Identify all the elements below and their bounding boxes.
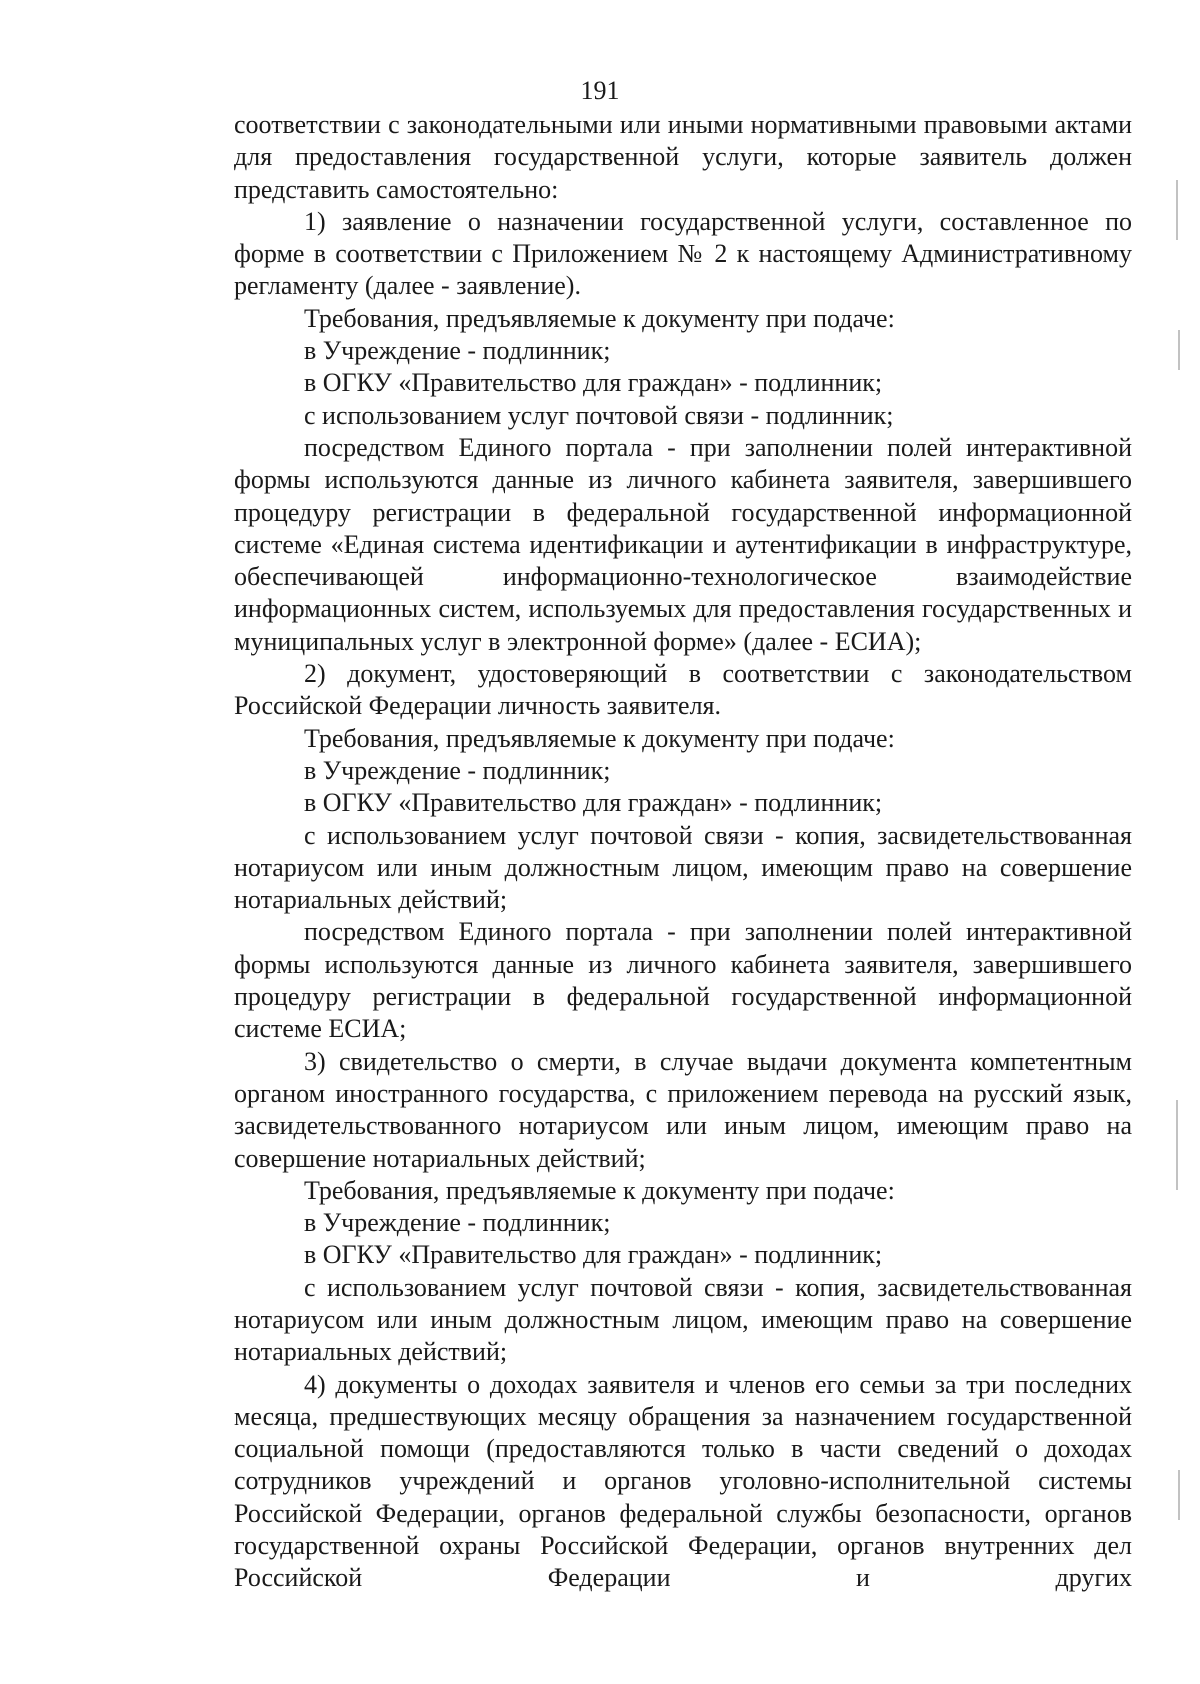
- paragraph-requirements-heading: Требования, предъявляемые к документу при подаче:: [304, 303, 895, 333]
- paragraph-requirement: в ОГКУ «Правительство для граждан» - подлинник;: [304, 1240, 883, 1270]
- paragraph-requirement: в Учреждение - подлинник;: [304, 1208, 611, 1238]
- document-body: [234, 109, 1132, 1595]
- paragraph-requirements-heading: Требования, предъявляемые к документу при подаче:: [304, 1175, 895, 1205]
- scan-edge-mark: [1176, 180, 1178, 240]
- paragraph-requirement: с использованием услуг почтовой связи - подлинник;: [304, 400, 894, 430]
- paragraph-requirement: посредством Единого портала - при заполнении полей интерактивной формы используются данные из личного кабинета заявителя, завершившего процедуру регистрации в федеральной государственной информационной системе «Единая система идентификации и аутентификации в инфраструктуре, обеспечивающей информационно-технологическое взаимодействие информационных систем, используемых для предоставления государственных и муниципальных услуг в электронной форме» (далее - ЕСИА);: [234, 432, 1132, 656]
- scan-edge-mark: [1178, 330, 1180, 370]
- paragraph-item-4: 4) документы о доходах заявителя и членов его семьи за три последних месяца, предшествующих месяцу обращения за назначением государственной социальной помощи (предоставляются только в части сведений о доходах сотрудников учреждений и органов уголовно-исполнительной системы Российской Федерации, органов федеральной службы безопасности, органов государственной охраны Российской Федерации, органов внутренних дел Российской Федерации и других: [234, 1369, 1132, 1593]
- paragraph-requirement: в Учреждение - подлинник;: [304, 755, 611, 785]
- paragraph-item-3: 3) свидетельство о смерти, в случае выдачи документа компетентным органом иностранного государства, с приложением перевода на русский язык, засвидетельствованного нотариусом или иным лицом, имеющим право на совершение нотариальных действий;: [234, 1046, 1132, 1173]
- paragraph-continuation: соответствии с законодательными или иными нормативными правовыми актами для предоставления государственной услуги, которые заявитель должен представить самостоятельно:: [234, 110, 1132, 204]
- paragraph-requirement: в ОГКУ «Правительство для граждан» - подлинник;: [304, 788, 883, 818]
- paragraph-item-2: 2) документ, удостоверяющий в соответствии с законодательством Российской Федерации личность заявителя.: [234, 659, 1132, 721]
- paragraph-requirement: посредством Единого портала - при заполнении полей интерактивной формы используются данные из личного кабинета заявителя, завершившего процедуру регистрации в федеральной государственной информационной системе ЕСИА;: [234, 917, 1132, 1044]
- paragraph-item-1: 1) заявление о назначении государственной услуги, составленное по форме в соответствии с Приложением № 2 к настоящему Административному регламенту (далее - заявление).: [234, 206, 1132, 301]
- scan-edge-mark: [1176, 1100, 1178, 1190]
- paragraph-requirement: в ОГКУ «Правительство для граждан» - подлинник;: [304, 368, 883, 398]
- paragraph-requirement: с использованием услуг почтовой связи - копия, засвидетельствованная нотариусом или иным должностным лицом, имеющим право на совершение нотариальных действий;: [234, 1272, 1132, 1367]
- paragraph-requirement: в Учреждение - подлинник;: [304, 336, 611, 366]
- page-number: 191: [580, 76, 620, 105]
- paragraph-requirement: с использованием услуг почтовой связи - копия, засвидетельствованная нотариусом или иным должностным лицом, имеющим право на совершение нотариальных действий;: [234, 820, 1132, 915]
- paragraph-requirements-heading: Требования, предъявляемые к документу при подаче:: [304, 723, 895, 753]
- scan-edge-mark: [1178, 1470, 1180, 1520]
